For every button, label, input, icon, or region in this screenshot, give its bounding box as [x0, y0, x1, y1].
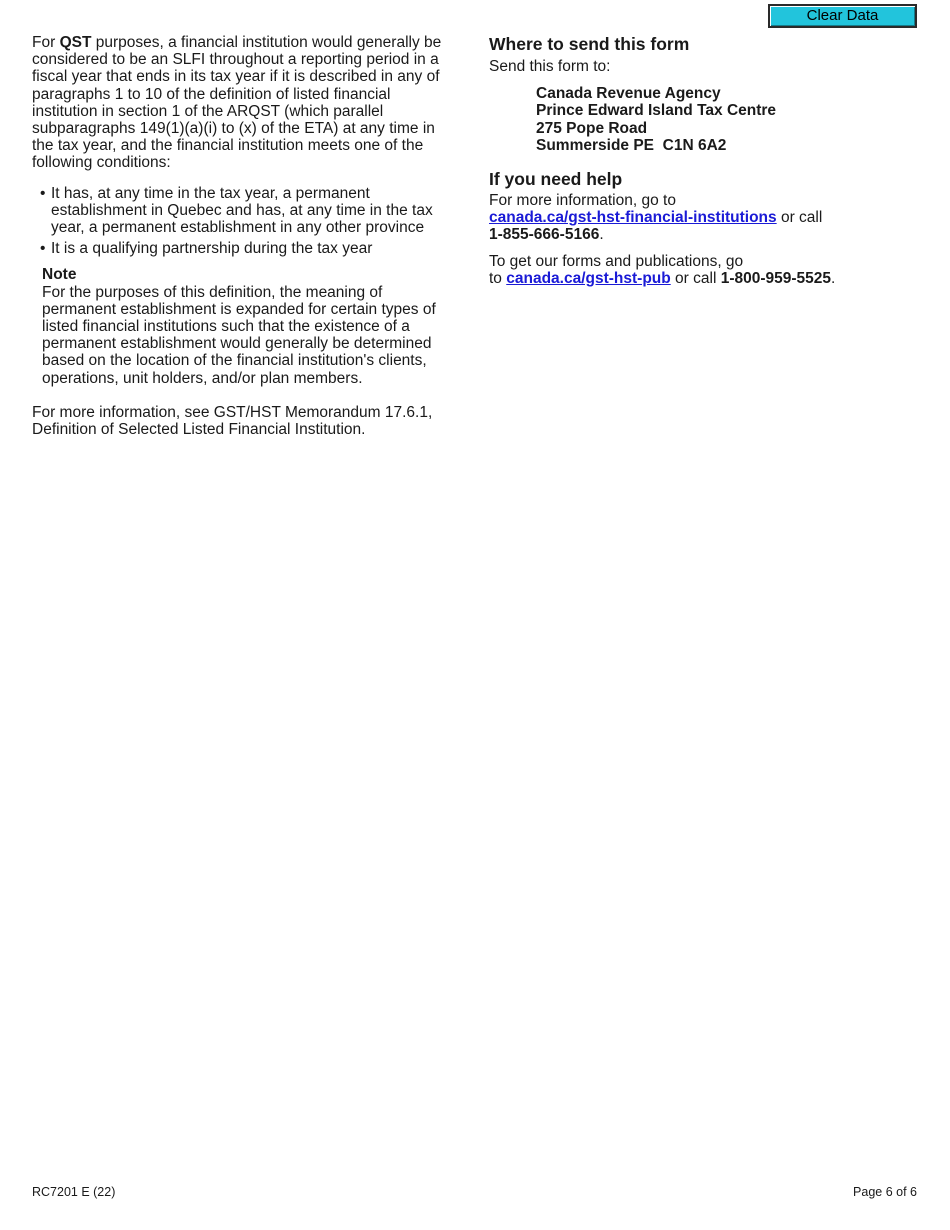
intro-text-rest: purposes, a financial institution would generally be considered to be an SLFI throughout a reporting period in a fiscal year that ends in its tax year if it is described in any of paragraphs 1 to 10 of the definition of listed financial institution in section 1 of the ARQST (which parallel subparagraphs 149(1)(a)(i) to (x) of the ETA) at any time in the tax year, and the financial institution meets one of the following conditions: — [32, 34, 442, 172]
right-column — [489, 34, 919, 287]
send-heading: Where to send this form — [489, 34, 690, 54]
mailing-address — [536, 85, 919, 154]
help-phone-1: 1-855-666-5166 — [489, 226, 600, 244]
forms-publications-link[interactable]: canada.ca/gst-hst-pub — [506, 269, 671, 287]
help-heading: If you need help — [489, 169, 623, 190]
period: . — [831, 269, 836, 287]
help-paragraph-info — [489, 192, 919, 244]
help-forms-to: to — [489, 269, 507, 287]
intro-qst: QST — [59, 34, 92, 51]
list-item-text: It has, at any time in the tax year, a permanent establishment in Quebec and has, at any time in the tax year, a permanent establishment in any other province — [51, 184, 433, 237]
help-info-or-call: or call — [776, 209, 823, 227]
bullet-icon: • — [40, 240, 46, 258]
intro-paragraph — [32, 34, 457, 172]
address-line: Summerside PE C1N 6A2 — [536, 136, 727, 154]
note-block — [42, 266, 457, 386]
bullet-icon: • — [40, 184, 46, 202]
left-column — [32, 34, 457, 438]
period: . — [599, 226, 604, 244]
financial-institutions-link[interactable]: canada.ca/gst-hst-financial-institutions — [489, 209, 777, 227]
form-identifier: RC7201 E (22) — [32, 1185, 116, 1199]
more-info-paragraph: For more information, see GST/HST Memorandum 17.6.1, Definition of Selected Listed Financial Institution. — [32, 403, 433, 439]
list-item — [32, 185, 457, 237]
conditions-list — [32, 185, 457, 258]
help-forms-or-call: or call — [670, 269, 721, 287]
clear-data-button[interactable]: Clear Data — [768, 4, 917, 28]
note-heading: Note — [42, 266, 77, 284]
help-forms-text: To get our forms and publications, go — [489, 252, 744, 270]
help-paragraph-forms — [489, 253, 919, 287]
help-info-text: For more information, go to — [489, 192, 676, 210]
address-line: Canada Revenue Agency — [536, 85, 721, 103]
list-item — [32, 240, 457, 257]
intro-text-start: For — [32, 34, 60, 51]
address-line: Prince Edward Island Tax Centre — [536, 102, 777, 120]
send-intro: Send this form to: — [489, 58, 611, 75]
page-number: Page 6 of 6 — [853, 1185, 917, 1199]
help-phone-2: 1-800-959-5525 — [720, 269, 832, 287]
address-line: 275 Pope Road — [536, 119, 648, 137]
note-text: For the purposes of this definition, the meaning of permanent establishment is expanded for certain types of listed financial institutions such that the existence of a permanent establishment would generally be determined based on the location of the financial institution's clients, operations, unit holders, and/or plan members. — [42, 283, 436, 387]
list-item-text: It is a qualifying partnership during the tax year — [51, 240, 373, 258]
